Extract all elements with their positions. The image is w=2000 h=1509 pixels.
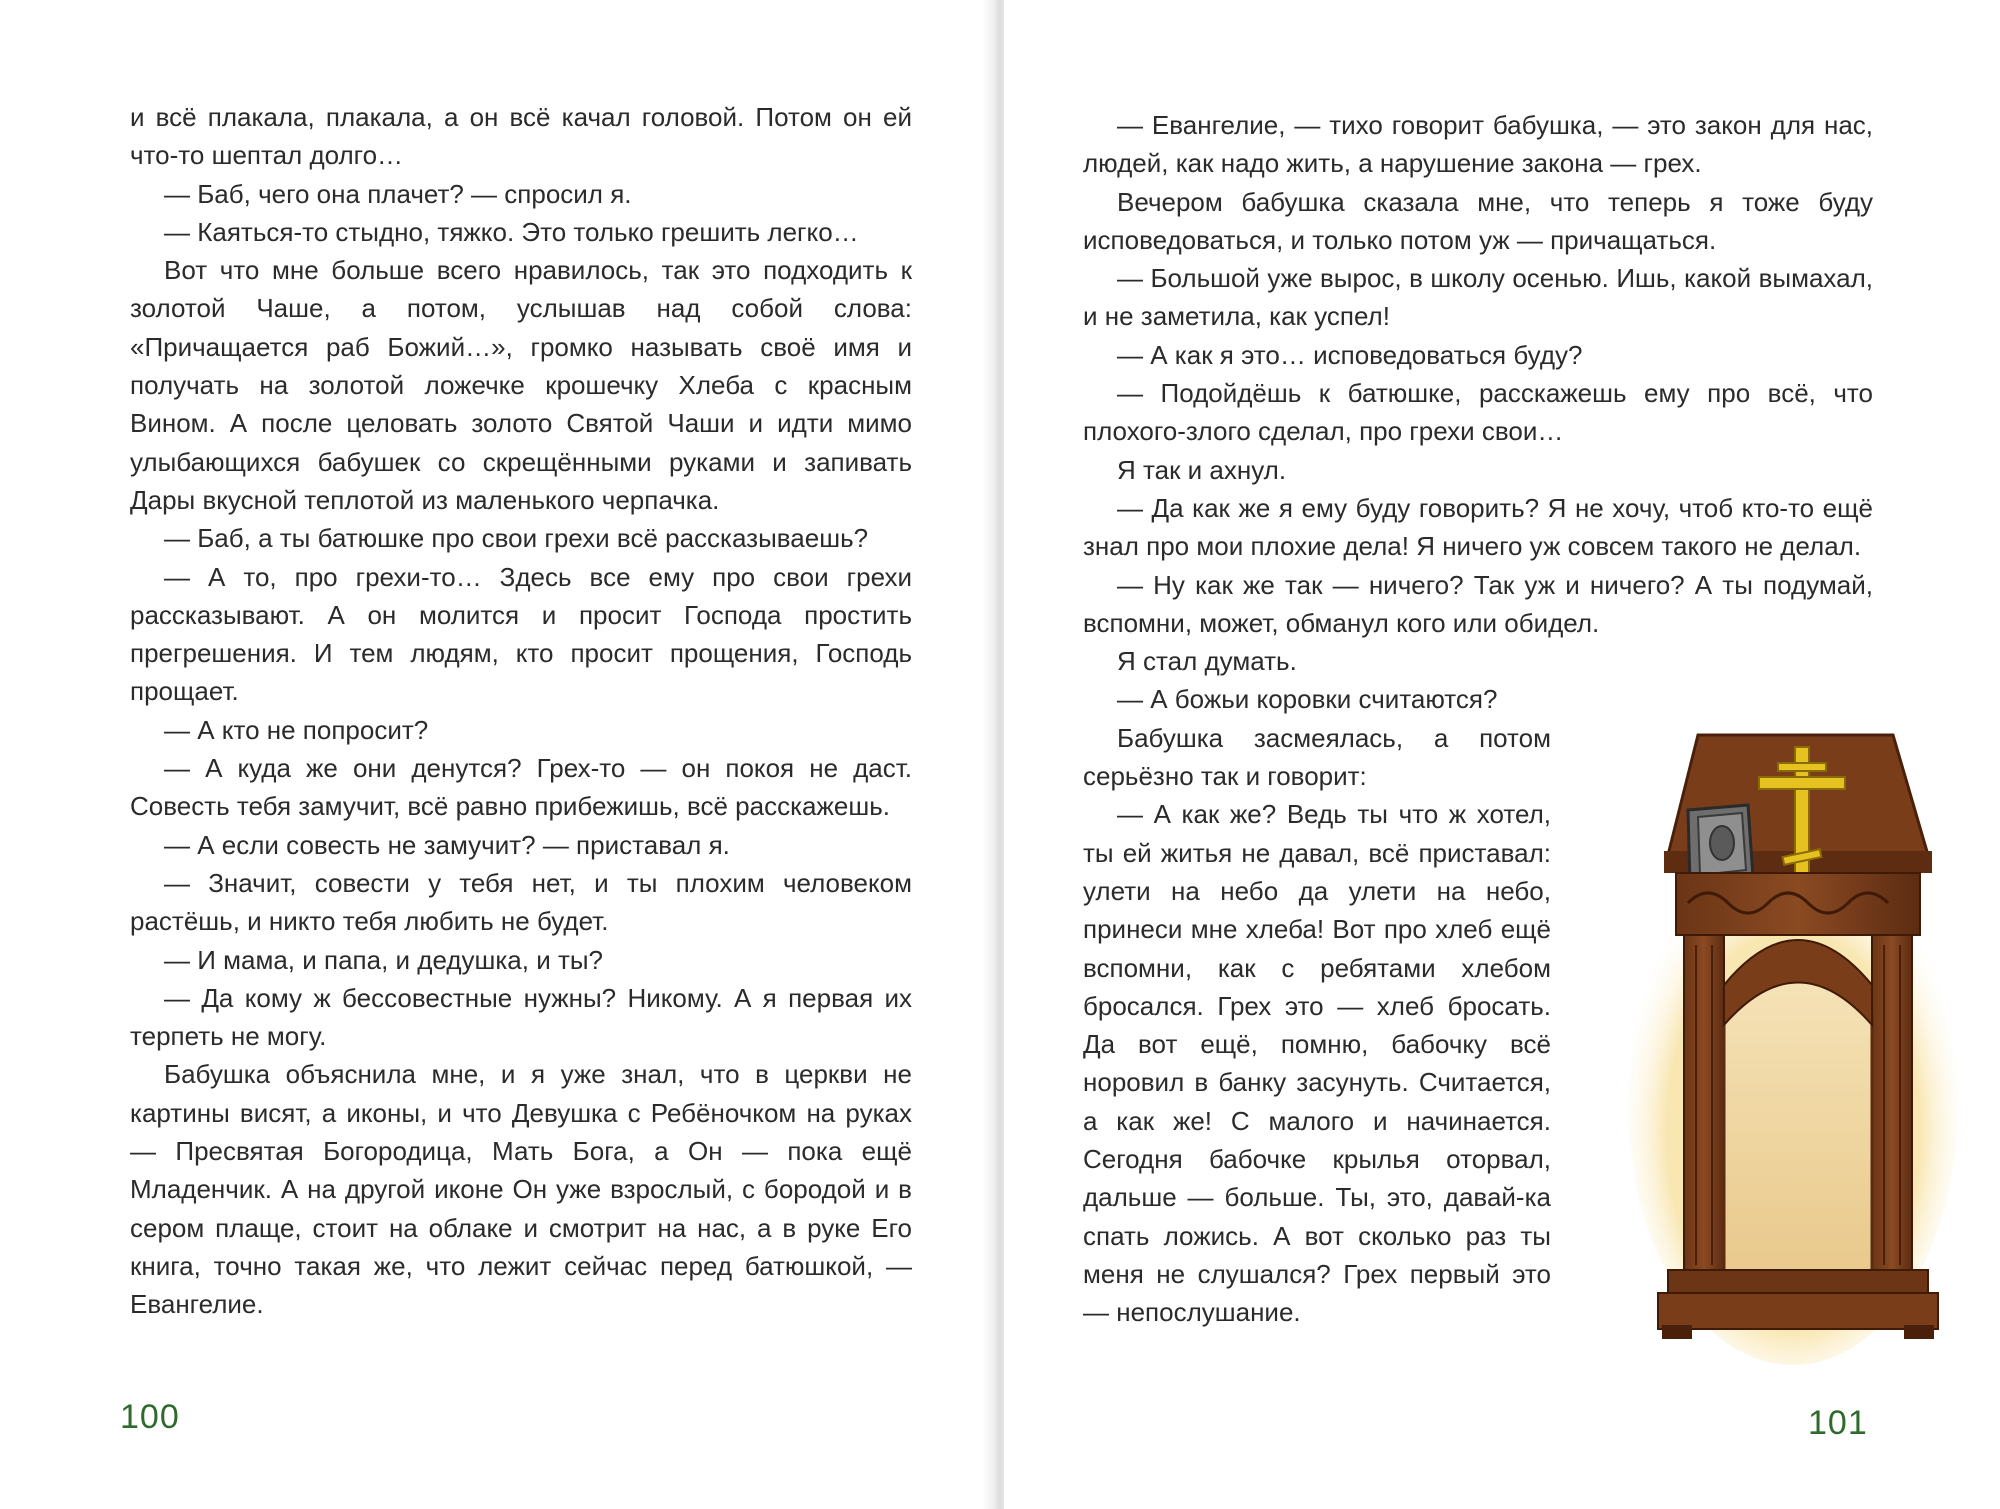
lectern-base-top xyxy=(1668,1270,1928,1294)
paragraph: — А как я это… исповедоваться буду? xyxy=(1117,339,1583,370)
paragraph: — Каяться-то стыдно, тяжко. Это только грешить легко… xyxy=(164,216,859,247)
lectern-left-column xyxy=(1684,935,1724,1275)
paragraph: — А если совесть не замучит? — приставал я. xyxy=(164,829,730,860)
paragraph: — А божьи коровки считаются? xyxy=(1117,684,1498,715)
paragraph: Бабушка засмеялась, а потом серьёзно так и говорит: xyxy=(1083,722,1551,792)
paragraph: — Подойдёшь к батюшке, расскажешь ему про всё, что плохого-злого сделал, про грехи свои… xyxy=(1083,378,1873,447)
lectern-right-column xyxy=(1872,935,1912,1275)
paragraph: — Большой уже вырос, в школу осенью. Ишь, какой вымахал, и не заметила, как успел! xyxy=(1083,263,1873,332)
paragraph: — Да как же я ему буду говорить? Я не хочу, чтоб кто-то ещё знал про мои плохие дела! Я ничего уж совсем такого не делал. xyxy=(1083,492,1873,562)
lectern-illustration xyxy=(1628,725,1958,1365)
paragraph: — А как же? Ведь ты что ж хотел, ты ей житья не давал, всё приставал: улети на небо да улети на небо, принеси мне хлеба! Вот про хлеб ещё вспомни, как с ребятами хлебом бросался. Грех это — хлеб бросать. Да вот ещё, помню, бабочку всё норовил в банку засунуть. Считается, а как же! С малого и начинается. Сегодня бабочке крылья оторвал, дальше — больше. Ты, это, давай-ка спать ложись. А вот сколько раз ты меня не слушался? Грех первый это — непослушание. xyxy=(1083,799,1551,1328)
paragraph: — А то, про грехи-то… Здесь все ему про свои грехи рассказывают. А он молится и просит Господа простить прегрешения. И тем людям, кто просит прощения, Господь прощает. xyxy=(130,561,912,707)
lectern-arch xyxy=(1724,970,1872,1275)
page-number-right: 101 xyxy=(1808,1404,1868,1442)
paragraph: Я так и ахнул. xyxy=(1117,454,1287,485)
paragraph: — А кто не попросит? xyxy=(164,714,429,745)
paragraph: и всё плакала, плакала, а он всё качал головой. Потом он ей что-то шептал долго… xyxy=(130,102,912,171)
paragraph: — Значит, совести у тебя нет, и ты плохим человеком растёшь, и никто тебя любить не будет. xyxy=(130,867,912,937)
paragraph: Вот что мне больше всего нравилось, так это подходить к золотой Чаше, а потом, услышав над собой слова: «Причащается раб Божий…», громко называть своё имя и получать на золотой ложечке крошечку Хлеба с красным Вином. А после целовать золото Святой Чаши и идти мимо улыбающихся бабушек со скрещёнными руками и запивать Дары вкусной теплотой из маленького черпачка. xyxy=(130,255,912,515)
paragraph: — И мама, и папа, и дедушка, и ты? xyxy=(164,944,604,975)
paragraph: Я стал думать. xyxy=(1117,646,1297,677)
lectern-base xyxy=(1658,1293,1938,1329)
paragraph: — Ну как же так — ничего? Так уж и ничего? А ты подумай, вспомни, может, обманул кого или обидел. xyxy=(1083,569,1873,638)
left-page-text xyxy=(130,98,912,1324)
paragraph: — Евангелие, — тихо говорит бабушка, — это закон для нас, людей, как надо жить, а нарушение закона — грех. xyxy=(1083,110,1873,179)
paragraph: Вечером бабушка сказала мне, что теперь я тоже буду исповедоваться, и только потом уж — причащаться. xyxy=(1083,186,1873,255)
paragraph: — А куда же они денутся? Грех-то — он покоя не даст. Совесть тебя замучит, всё равно прибежишь, всё расскажешь. xyxy=(130,753,912,822)
paragraph: Бабушка объяснила мне, и я уже знал, что в церкви не картины висят, а иконы, и что Девушка с Ребёночком на руках — Пресвятая Богородица, Мать Бога, а Он — пока ещё Младенчик. А на другой иконе Он уже взрослый, с бородой и в сером плаще, стоит на облаке и смотрит на нас, а в руке Его книга, точно такая же, что лежит сейчас перед батюшкой, — Евангелие. xyxy=(130,1059,912,1320)
paragraph: — Баб, чего она плачет? — спросил я. xyxy=(164,178,632,209)
page-number-left: 100 xyxy=(120,1398,180,1436)
left-page xyxy=(0,0,996,1509)
paragraph: — Баб, а ты батюшке про свои грехи всё рассказываешь? xyxy=(164,523,869,554)
paragraph: — Да кому ж бессовестные нужны? Никому. А я первая их терпеть не могу. xyxy=(130,982,912,1052)
lectern-carved-band xyxy=(1676,873,1920,935)
